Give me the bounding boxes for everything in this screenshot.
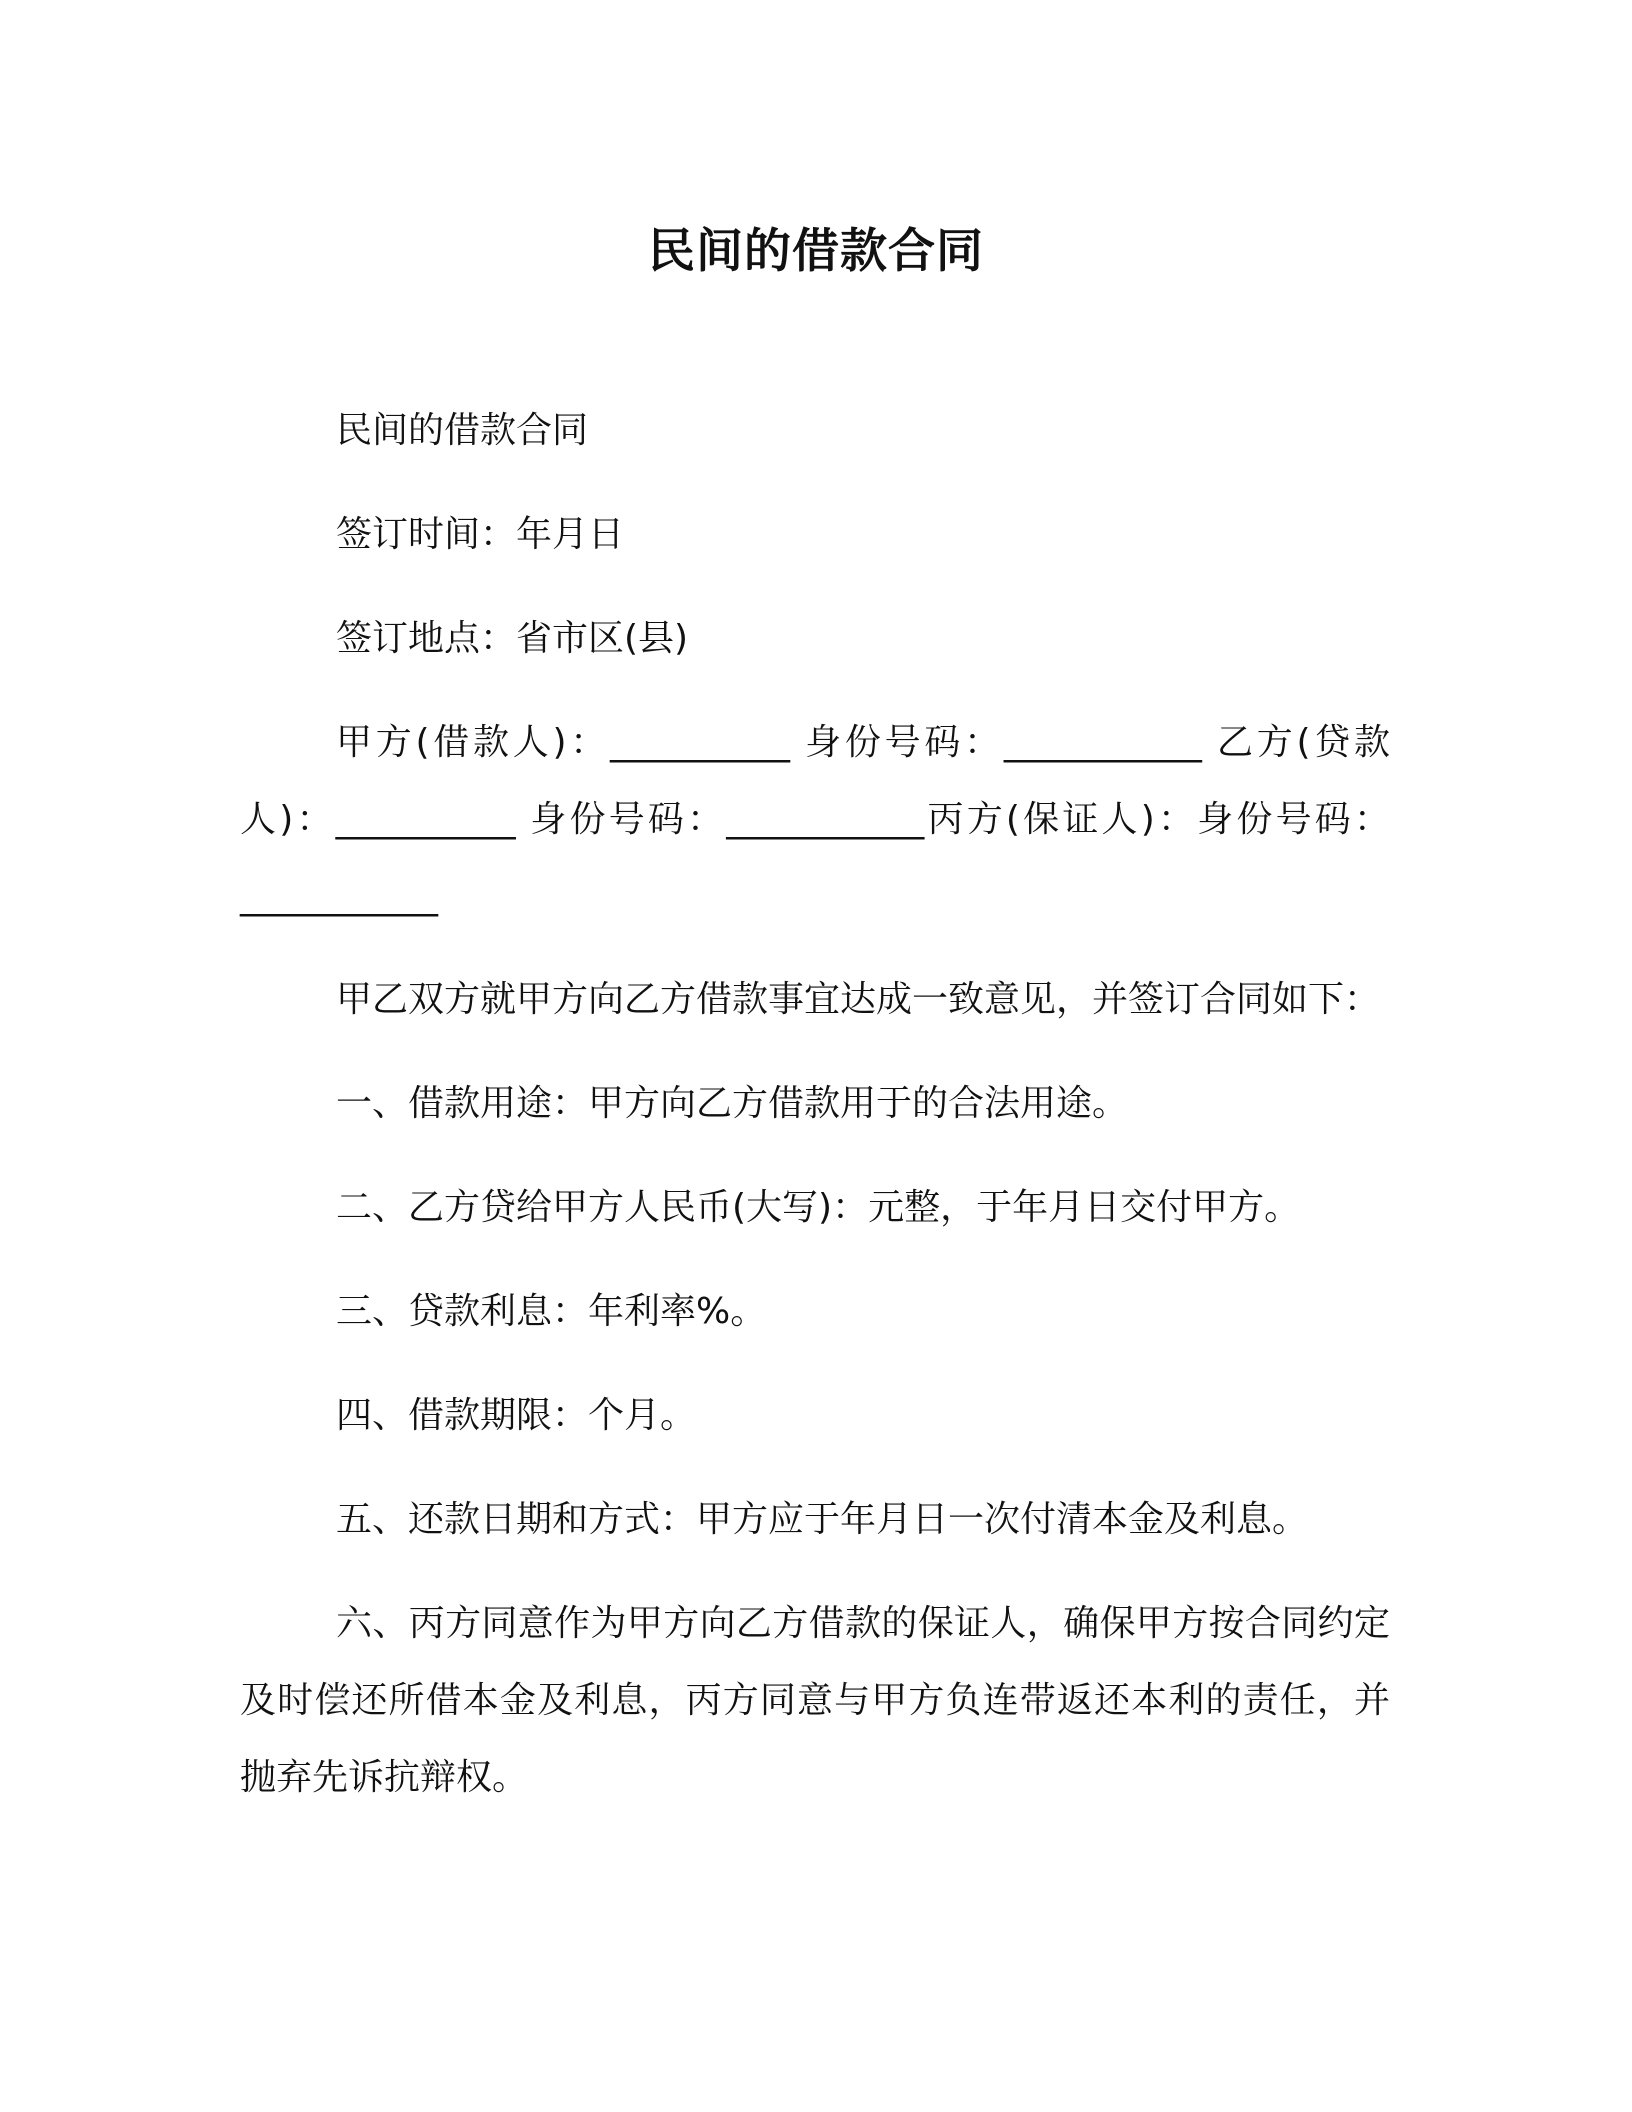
clause-3-paragraph: 三、贷款利息：年利率%。 — [336, 1291, 767, 1332]
clause-1-paragraph: 一、借款用途：甲方向乙方借款用于的合法用途。 — [336, 1083, 1129, 1124]
parties-paragraph: 甲方(借款人)：__________ 身份号码：___________ 乙方(贷款人)：__________ 身份号码：___________丙方(保证人)：身份号码：___________ — [240, 722, 1390, 917]
subtitle-paragraph: 民间的借款合同 — [336, 410, 589, 451]
clause-4-paragraph: 四、借款期限：个月。 — [336, 1395, 697, 1436]
document-title: 民间的借款合同 — [648, 224, 984, 279]
signing-time-paragraph: 签订时间：年月日 — [336, 514, 625, 555]
clause-5-paragraph: 五、还款日期和方式：甲方应于年月日一次付清本金及利息。 — [336, 1499, 1309, 1540]
signing-place-paragraph: 签订地点：省市区(县) — [336, 618, 689, 659]
agreement-intro-paragraph: 甲乙双方就甲方向乙方借款事宜达成一致意见，并签订合同如下： — [336, 979, 1381, 1020]
clause-2-paragraph: 二、乙方贷给甲方人民币(大写)：元整，于年月日交付甲方。 — [336, 1187, 1301, 1228]
document-body — [240, 392, 1390, 1842]
clause-6-paragraph: 六、丙方同意作为甲方向乙方借款的保证人，确保甲方按合同约定及时偿还所借本金及利息，丙方同意与甲方负连带返还本利的责任，并抛弃先诉抗辩权。 — [240, 1603, 1390, 1798]
